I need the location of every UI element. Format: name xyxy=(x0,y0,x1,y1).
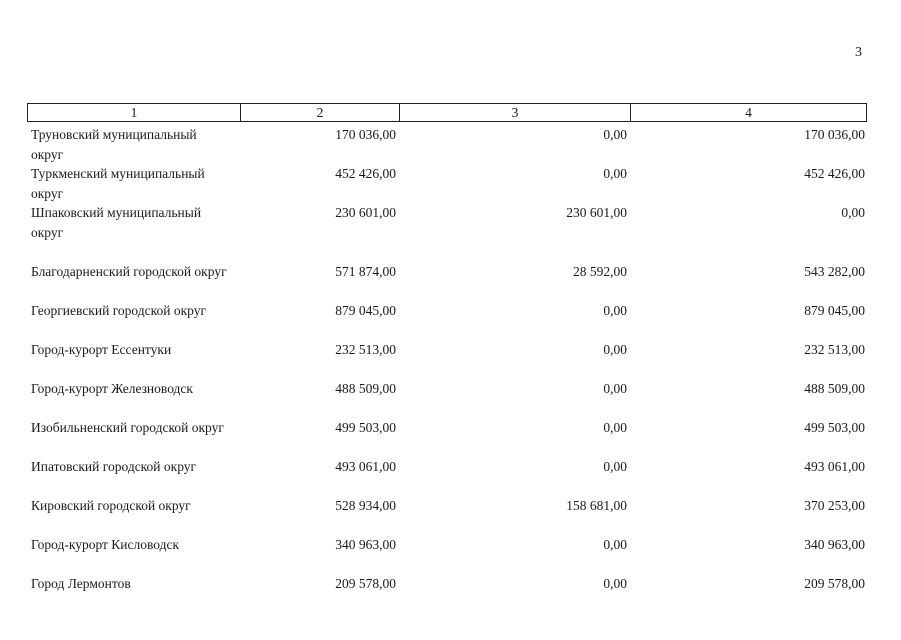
value-col-3: 0,00 xyxy=(603,166,627,181)
table-row xyxy=(27,203,867,241)
column-header-2: 2 xyxy=(240,104,399,121)
value-col-3: 158 681,00 xyxy=(566,498,627,513)
region-name: Город-курорт Железноводск xyxy=(31,381,193,396)
table-row xyxy=(27,164,867,202)
value-col-2: 488 509,00 xyxy=(335,381,396,396)
value-col-3: 0,00 xyxy=(603,303,627,318)
value-col-2: 230 601,00 xyxy=(335,205,396,220)
value-col-2: 170 036,00 xyxy=(335,127,396,142)
region-name: Город-курорт Ессентуки xyxy=(31,342,172,357)
value-col-3: 28 592,00 xyxy=(573,264,627,279)
value-col-2: 340 963,00 xyxy=(335,537,396,552)
value-col-3: 0,00 xyxy=(603,342,627,357)
value-col-4: 232 513,00 xyxy=(804,342,865,357)
value-col-3: 0,00 xyxy=(603,576,627,591)
value-col-2: 528 934,00 xyxy=(335,498,396,513)
value-col-3: 0,00 xyxy=(603,459,627,474)
table-row xyxy=(27,125,867,163)
region-name: Труновский муниципальный округ xyxy=(31,127,197,162)
table-row xyxy=(27,418,867,456)
column-header-1: 1 xyxy=(130,105,138,120)
value-col-4: 370 253,00 xyxy=(804,498,865,513)
value-col-2: 232 513,00 xyxy=(335,342,396,357)
region-name: Город Лермонтов xyxy=(31,576,131,591)
value-col-3: 0,00 xyxy=(603,420,627,435)
page-number: 3 xyxy=(855,45,862,60)
column-header-3: 3 xyxy=(399,104,630,121)
value-col-4: 488 509,00 xyxy=(804,381,865,396)
table-row xyxy=(27,457,867,495)
region-name: Туркменский муниципальный округ xyxy=(31,166,205,201)
table-header-row xyxy=(27,103,867,122)
table-row xyxy=(27,301,867,339)
region-name: Изобильненский городской округ xyxy=(31,420,224,435)
table-row xyxy=(27,340,867,378)
value-col-2: 499 503,00 xyxy=(335,420,396,435)
value-col-4: 499 503,00 xyxy=(804,420,865,435)
table-row xyxy=(27,262,867,300)
region-name: Георгиевский городской округ xyxy=(31,303,207,318)
region-name: Ипатовский городской округ xyxy=(31,459,197,474)
value-col-2: 493 061,00 xyxy=(335,459,396,474)
region-name: Кировский городской округ xyxy=(31,498,191,513)
value-col-3: 0,00 xyxy=(603,537,627,552)
table-row xyxy=(27,574,867,612)
region-name: Шпаковский муниципальный округ xyxy=(31,205,202,240)
table-row xyxy=(27,496,867,534)
value-col-4: 879 045,00 xyxy=(804,303,865,318)
region-name: Благодарненский городской округ xyxy=(31,264,227,279)
value-col-4: 340 963,00 xyxy=(804,537,865,552)
value-col-2: 452 426,00 xyxy=(335,166,396,181)
value-col-4: 0,00 xyxy=(841,205,865,220)
value-col-4: 543 282,00 xyxy=(804,264,865,279)
table-row xyxy=(27,535,867,573)
value-col-3: 230 601,00 xyxy=(566,205,627,220)
value-col-4: 209 578,00 xyxy=(804,576,865,591)
budget-table xyxy=(27,103,867,591)
value-col-2: 209 578,00 xyxy=(335,576,396,591)
region-name: Город-курорт Кисловодск xyxy=(31,537,180,552)
column-header-4: 4 xyxy=(630,104,866,121)
value-col-2: 879 045,00 xyxy=(335,303,396,318)
table-row xyxy=(27,379,867,417)
value-col-4: 452 426,00 xyxy=(804,166,865,181)
value-col-3: 0,00 xyxy=(603,127,627,142)
value-col-4: 493 061,00 xyxy=(804,459,865,474)
value-col-4: 170 036,00 xyxy=(804,127,865,142)
value-col-2: 571 874,00 xyxy=(335,264,396,279)
value-col-3: 0,00 xyxy=(603,381,627,396)
